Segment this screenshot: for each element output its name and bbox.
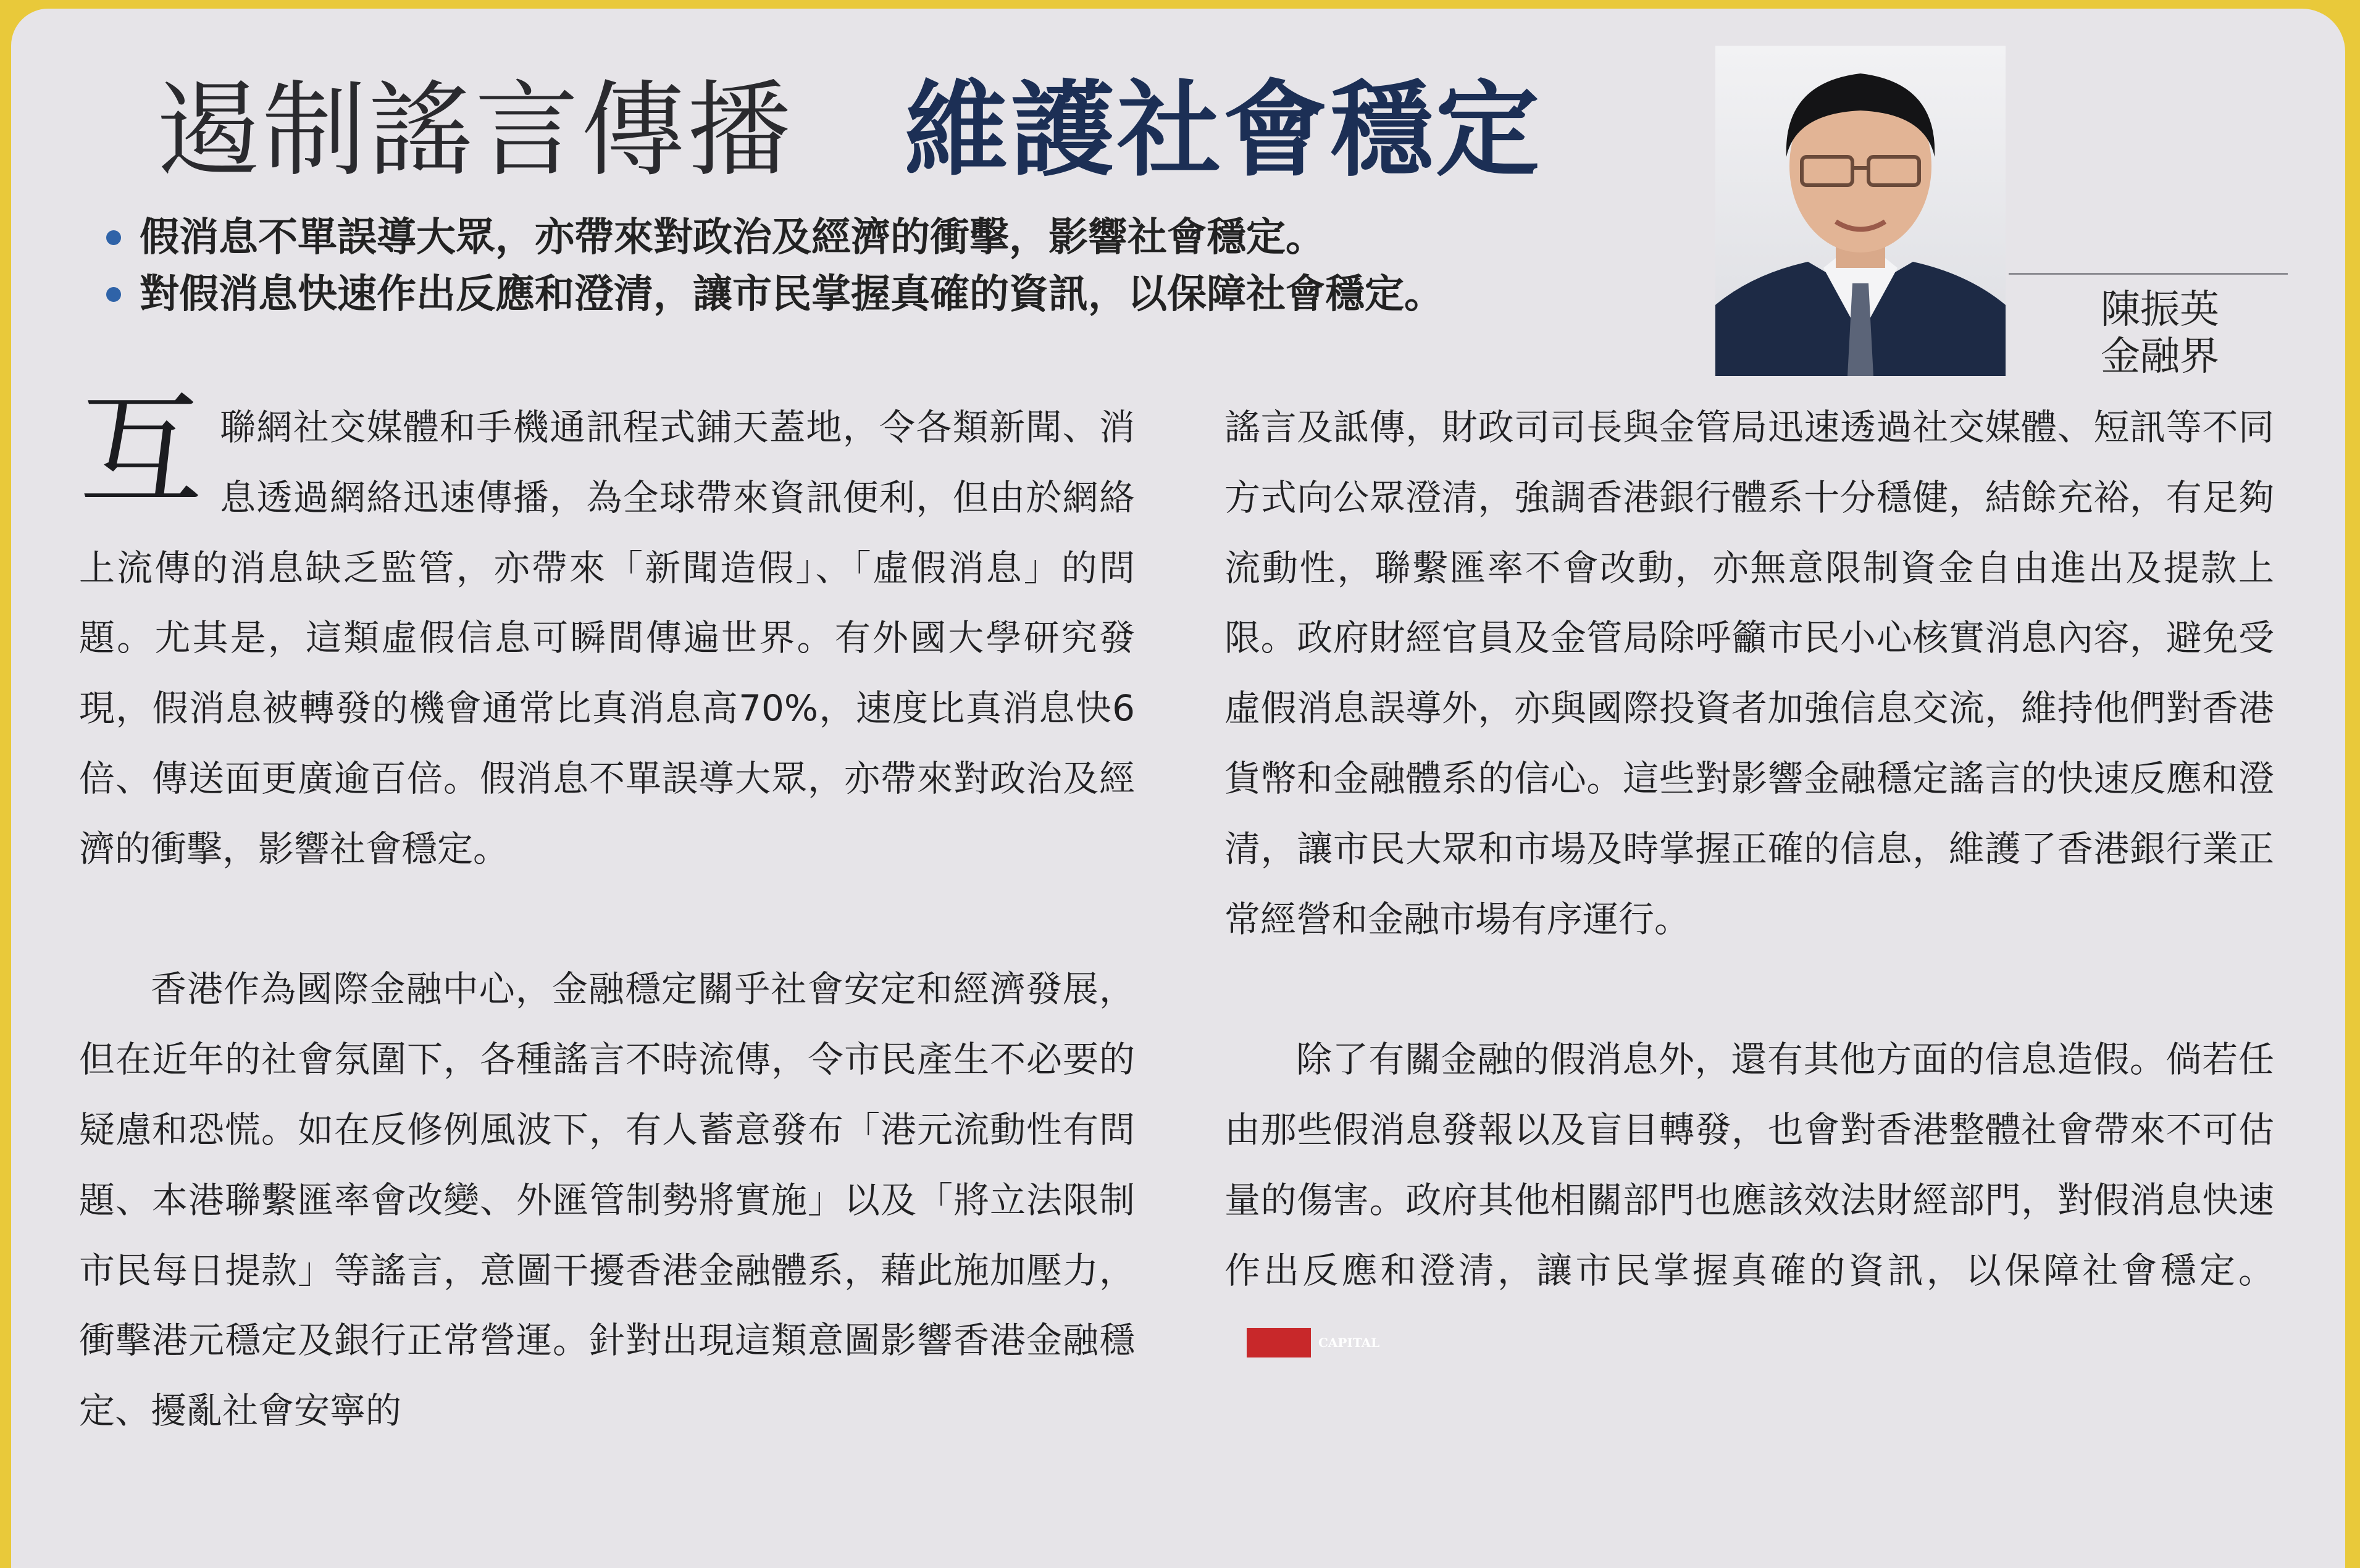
paragraph: 謠言及詆傳，財政司司長與金管局迅速透過社交媒體、短訊等不同方式向公眾澄清，強調香港銀行體系十分穩健，結餘充裕，有足夠流動性，聯繫匯率不會改動，亦無意限制資金自由進出及提款上限。政府財經官員及金管局除呼籲市民小心核實消息內容，避免受虛假消息誤導外，亦與國際投資者加強信息交流，維持他們對香港貨幣和金融體系的信心。這些對影響金融穩定謠言的快速反應和澄清，讓市民大眾和市場及時掌握正確的信息，維護了香港銀行業正常經營和金融市場有序運行。: [1224, 406, 2274, 940]
headline: [156, 65, 1542, 195]
byline: [2049, 286, 2271, 380]
summary-bullet: 對假消息快速作出反應和澄清，讓市民掌握真確的資訊，以保障社會穩定。: [104, 266, 1604, 323]
byline-divider: [2009, 273, 2288, 275]
headline-part-2: 維護社會穩定: [905, 70, 1542, 191]
paragraph: 香港作為國際金融中心，金融穩定關乎社會安定和經濟發展，但在近年的社會氛圍下，各種謠言不時流傳，令市民產生不必要的疑慮和恐慌。如在反修例風波下，有人蓄意發布「港元流動性有問題、本港聯繫匯率會改變、外匯管制勢將實施」以及「將立法限制市民每日提款」等謠言，意圖干擾香港金融體系，藉此施加壓力，衝擊港元穩定及銀行正常營運。針對出現這類意圖影響香港金融穩定、擾亂社會安寧的: [79, 968, 1135, 1432]
body-column-right: [1224, 393, 2274, 1376]
body-column-left: [79, 379, 1135, 1446]
author-role: 金融界: [2101, 334, 2219, 380]
paragraph: [1224, 1025, 2274, 1376]
paragraph-text: 除了有關金融的假消息外，還有其他方面的信息造假。倘若任由那些假消息發報以及盲目轉發，也會對香港整體社會帶來不可估量的傷害。政府其他相關部門也應該效法財經部門，對假消息快速作出反應和澄清，讓市民掌握真確的資訊，以保障社會穩定。: [1224, 1038, 2274, 1291]
summary-bullets: [104, 209, 1604, 323]
paragraph-text: 聯網社交媒體和手機通訊程式鋪天蓋地，令各類新聞、消息透過網絡迅速傳播，為全球帶來資訊便利，但由於網絡上流傳的消息缺乏監管，亦帶來「新聞造假」、「虛假消息」的問題。尤其是，這類虛假信息可瞬間傳遍世界。有外國大學研究發現，假消息被轉發的機會通常比真消息高70%，速度比真消息快6倍、傳送面更廣逾百倍。假消息不單誤導大眾，亦帶來對政治及經濟的衝擊，影響社會穩定。: [79, 406, 1135, 870]
drop-cap: 互: [79, 379, 203, 523]
paragraph: [79, 379, 1135, 885]
summary-bullet: 假消息不單誤導大眾，亦帶來對政治及經濟的衝擊，影響社會穩定。: [104, 209, 1604, 266]
magazine-page: [11, 9, 2345, 1568]
headline-part-1: 遏制謠言傳播: [156, 70, 793, 191]
author-photo: [1715, 46, 2006, 376]
author-name: 陳振英: [2101, 287, 2219, 333]
capital-logo: CAPITAL: [1247, 1328, 1311, 1357]
